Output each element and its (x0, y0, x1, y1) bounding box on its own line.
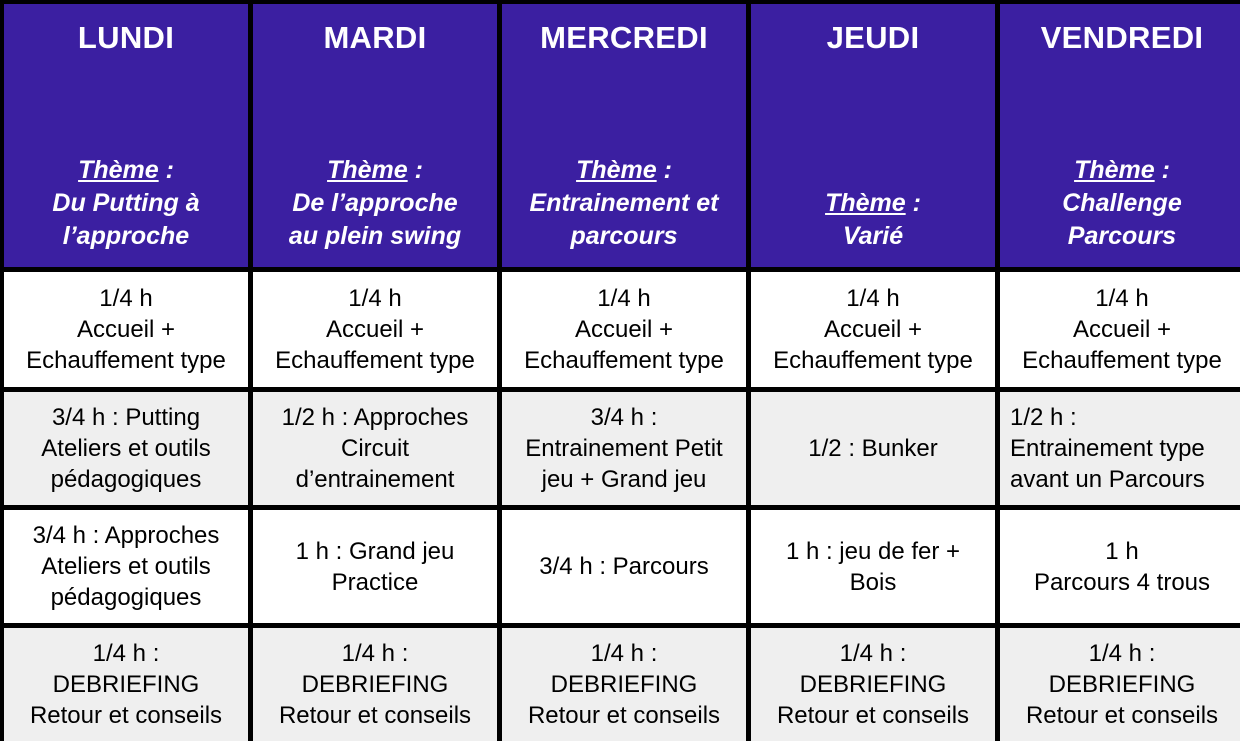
day-title: JEUDI (826, 20, 920, 55)
theme-block (253, 154, 497, 253)
theme-text-line: Varié (842, 222, 904, 250)
slot-cell: 3/4 h : Entrainement Petit jeu + Grand jeu (502, 392, 746, 505)
slot-cell: 1/2 : Bunker (751, 392, 995, 505)
slot-cell: 1/4 h Accueil + Echauffement type (4, 272, 248, 387)
slot-cell: 1 h : jeu de fer + Bois (751, 510, 995, 623)
day-title: VENDREDI (1040, 20, 1204, 55)
theme-label: Thème (327, 156, 408, 184)
theme-block (502, 154, 746, 253)
theme-text-line: Entrainement et (529, 189, 719, 217)
slot-cell: 1/4 h Accueil + Echauffement type (751, 272, 995, 387)
theme-label: Thème (78, 156, 159, 184)
theme-label-line (1000, 154, 1240, 187)
theme-block (1000, 154, 1240, 253)
theme-label: Thème (825, 189, 906, 217)
slot-cell: 1/4 h : DEBRIEFING Retour et conseils (502, 628, 746, 741)
slot-cell: 1/2 h : Entrainement type avant un Parcours (1000, 392, 1240, 505)
header-vendredi (1000, 4, 1240, 267)
theme-separator: : (407, 156, 423, 184)
slot-cell: 1/4 h : DEBRIEFING Retour et conseils (253, 628, 497, 741)
slot-cell: 1/4 h Accueil + Echauffement type (502, 272, 746, 387)
theme-label: Thème (1074, 156, 1155, 184)
theme-separator: : (158, 156, 174, 184)
theme-text-line: parcours (570, 222, 678, 250)
day-title: MERCREDI (540, 20, 708, 55)
slot-cell: 1/4 h : DEBRIEFING Retour et conseils (751, 628, 995, 741)
slot-cell: 3/4 h : Parcours (502, 510, 746, 623)
slot-cell: 1 h : Grand jeu Practice (253, 510, 497, 623)
slot-cell: 3/4 h : Approches Ateliers et outils pédagogiques (4, 510, 248, 623)
theme-text-line: Challenge (1062, 189, 1182, 217)
theme-text-line: De l’approche (292, 189, 458, 217)
theme-label: Thème (576, 156, 657, 184)
theme-text-line: Du Putting à (52, 189, 200, 217)
slot-cell: 1/4 h Accueil + Echauffement type (253, 272, 497, 387)
theme-label-line (4, 154, 248, 187)
slot-cell: 1/4 h : DEBRIEFING Retour et conseils (4, 628, 248, 741)
slot-cell: 1/2 h : Approches Circuit d’entrainement (253, 392, 497, 505)
slot-cell: 1 h Parcours 4 trous (1000, 510, 1240, 623)
theme-text-line: Parcours (1067, 222, 1177, 250)
day-title: LUNDI (77, 20, 175, 55)
day-title: MARDI (323, 20, 427, 55)
theme-label-line (751, 187, 995, 220)
header-mardi (253, 4, 497, 267)
theme-text-line: l’approche (62, 222, 190, 250)
theme-separator: : (905, 189, 921, 217)
slot-cell: 1/4 h : DEBRIEFING Retour et conseils (1000, 628, 1240, 741)
slot-cell: 1/4 h Accueil + Echauffement type (1000, 272, 1240, 387)
header-jeudi (751, 4, 995, 267)
theme-label-line (253, 154, 497, 187)
theme-block (751, 187, 995, 253)
theme-separator: : (1154, 156, 1170, 184)
theme-text-line: au plein swing (288, 222, 462, 250)
slot-cell: 3/4 h : Putting Ateliers et outils pédagogiques (4, 392, 248, 505)
header-mercredi (502, 4, 746, 267)
theme-block (4, 154, 248, 253)
header-lundi (4, 4, 248, 267)
theme-separator: : (656, 156, 672, 184)
theme-label-line (502, 154, 746, 187)
